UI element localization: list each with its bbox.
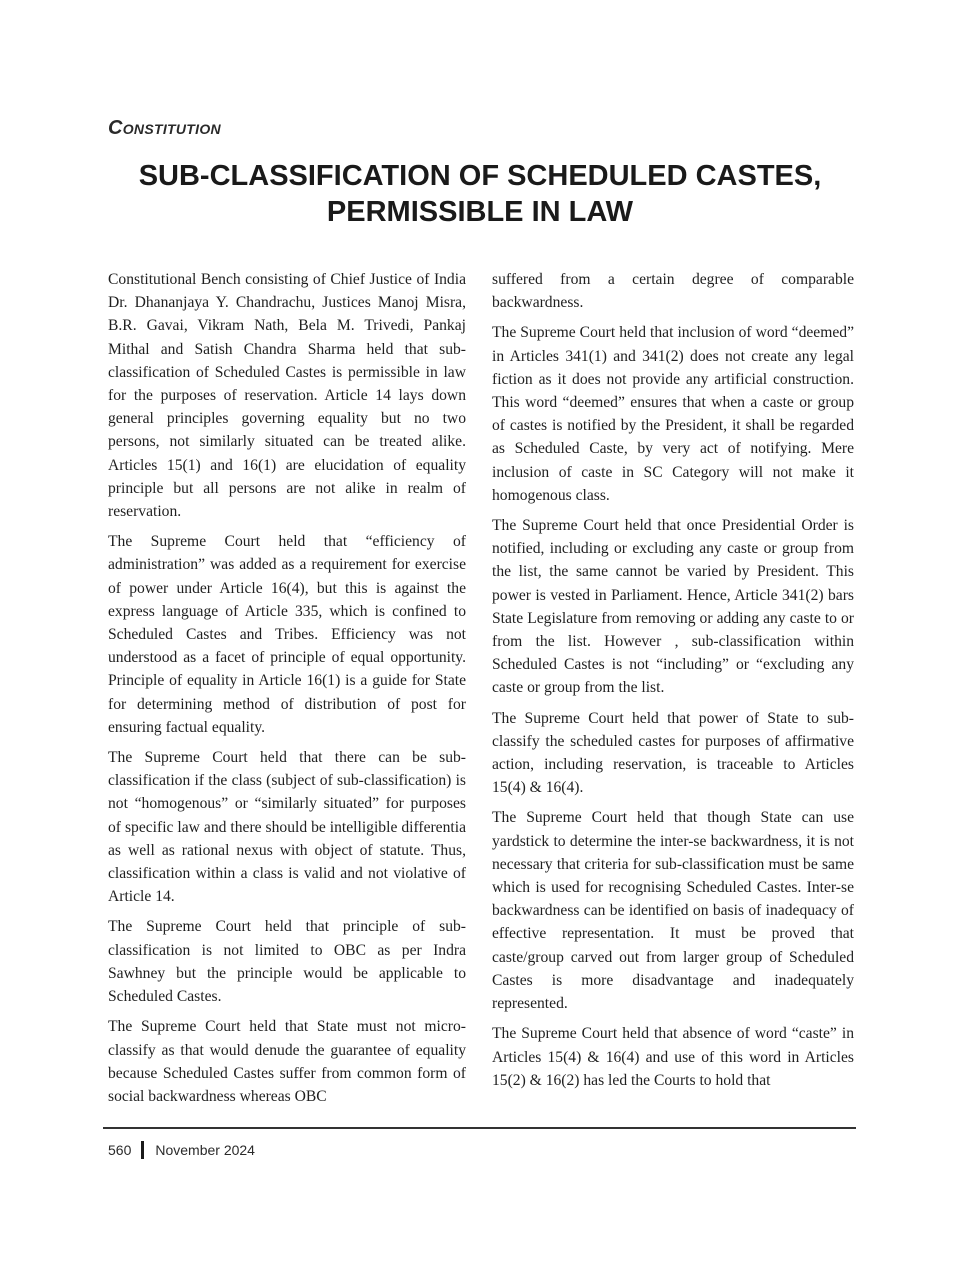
section-label: Constitution	[108, 117, 221, 139]
paragraph: The Supreme Court held that once Presidential Order is notified, including or excluding any caste or group from the list, the same cannot be varied by President. This power is vested in Parliament. Hence, Article 341(2) bars State Legislature from removing or adding any caste to or from the list. However , sub-classification within Scheduled Castes is not “including” or “excluding any caste or group from the list.	[492, 517, 854, 697]
right-column	[492, 268, 854, 1115]
page-title-line-1: SUB-CLASSIFICATION OF SCHEDULED CASTES,	[138, 160, 822, 192]
footer-separator	[141, 1141, 144, 1159]
page-title	[80, 158, 880, 230]
left-column	[108, 268, 466, 1115]
article-body	[108, 268, 854, 1115]
page-number: 560	[108, 1142, 132, 1158]
paragraph: The Supreme Court held that State must not micro-classify as that would denude the guarantee of equality because Scheduled Castes suffer from common form of social backwardness whereas OBC	[108, 1018, 466, 1105]
page-title-line-2: PERMISSIBLE IN LAW	[326, 196, 634, 228]
paragraph: The Supreme Court held that though State can use yardstick to determine the inter-se backwardness, it is not necessary that criteria for sub-classification must be same which is used for recognising Scheduled Castes. Inter-se backwardness can be identified on basis of inadequacy of effective representation. It must be proved that caste/group carved out from larger group of Scheduled Castes is more disadvantage and inadequately represented.	[492, 809, 854, 1013]
paragraph: The Supreme Court held that “efficiency of administration” was added as a requirement for exercise of power under Article 16(4), but this is against the express language of Article 335, which is confined to Scheduled Castes and Tribes. Efficiency was not understood as a facet of principle of equal opportunity. Principle of equality in Article 16(1) is a guide for State for determining method of distribution of post for ensuring factual equality.	[108, 533, 466, 736]
paragraph: Constitutional Bench consisting of Chief Justice of India Dr. Dhananjaya Y. Chandrachu, Justices Manoj Misra, B.R. Gavai, Vikram Nath, Bela M. Trivedi, Pankaj Mithal and Satish Chandra Sharma held that sub-classification of Scheduled Castes is permissible in law for the purposes of reservation. Article 14 lays down general principles governing equality but no two persons, not similarly situated can be treated alike. Articles 15(1) and 16(1) are elucidation of equality principle but all persons are not alike in realm of reservation.	[108, 271, 466, 521]
paragraph: The Supreme Court held that there can be sub-classification if the class (subject of sub-classification) is not “homogenous” or “similarly situated” for purposes of specific law and there should be intelligible differentia as well as rational nexus with object of statute. Thus, classification within a class is valid and not violative of Article 14.	[108, 749, 466, 906]
paragraph: The Supreme Court held that principle of sub-classification is not limited to OBC as per Indra Sawhney but the principle would be applicable to Scheduled Castes.	[108, 918, 466, 1006]
issue-date: November 2024	[155, 1142, 255, 1158]
paragraph: The Supreme Court held that inclusion of word “deemed” in Articles 341(1) and 341(2) does not create any legal fiction as it does not provide any artificial construction. This word “deemed” ensures that when a caste or group of castes is notified by the President, it shall be regarded as Scheduled Caste, by very act of notifying. Mere inclusion of caste in SC Category will not make it homogenous class.	[492, 324, 854, 504]
page-footer	[108, 1141, 255, 1159]
footer-divider	[103, 1127, 856, 1129]
paragraph: The Supreme Court held that power of State to sub-classify the scheduled castes for purposes of affirmative action, including reservation, is traceable to Articles 15(4) & 16(4).	[492, 709, 854, 797]
paragraph: suffered from a certain degree of comparable backwardness.	[492, 271, 854, 312]
paragraph: The Supreme Court held that absence of word “caste” in Articles 15(4) & 16(4) and use of this word in Articles 15(2) & 16(2) has led the Courts to hold that	[492, 1025, 854, 1089]
